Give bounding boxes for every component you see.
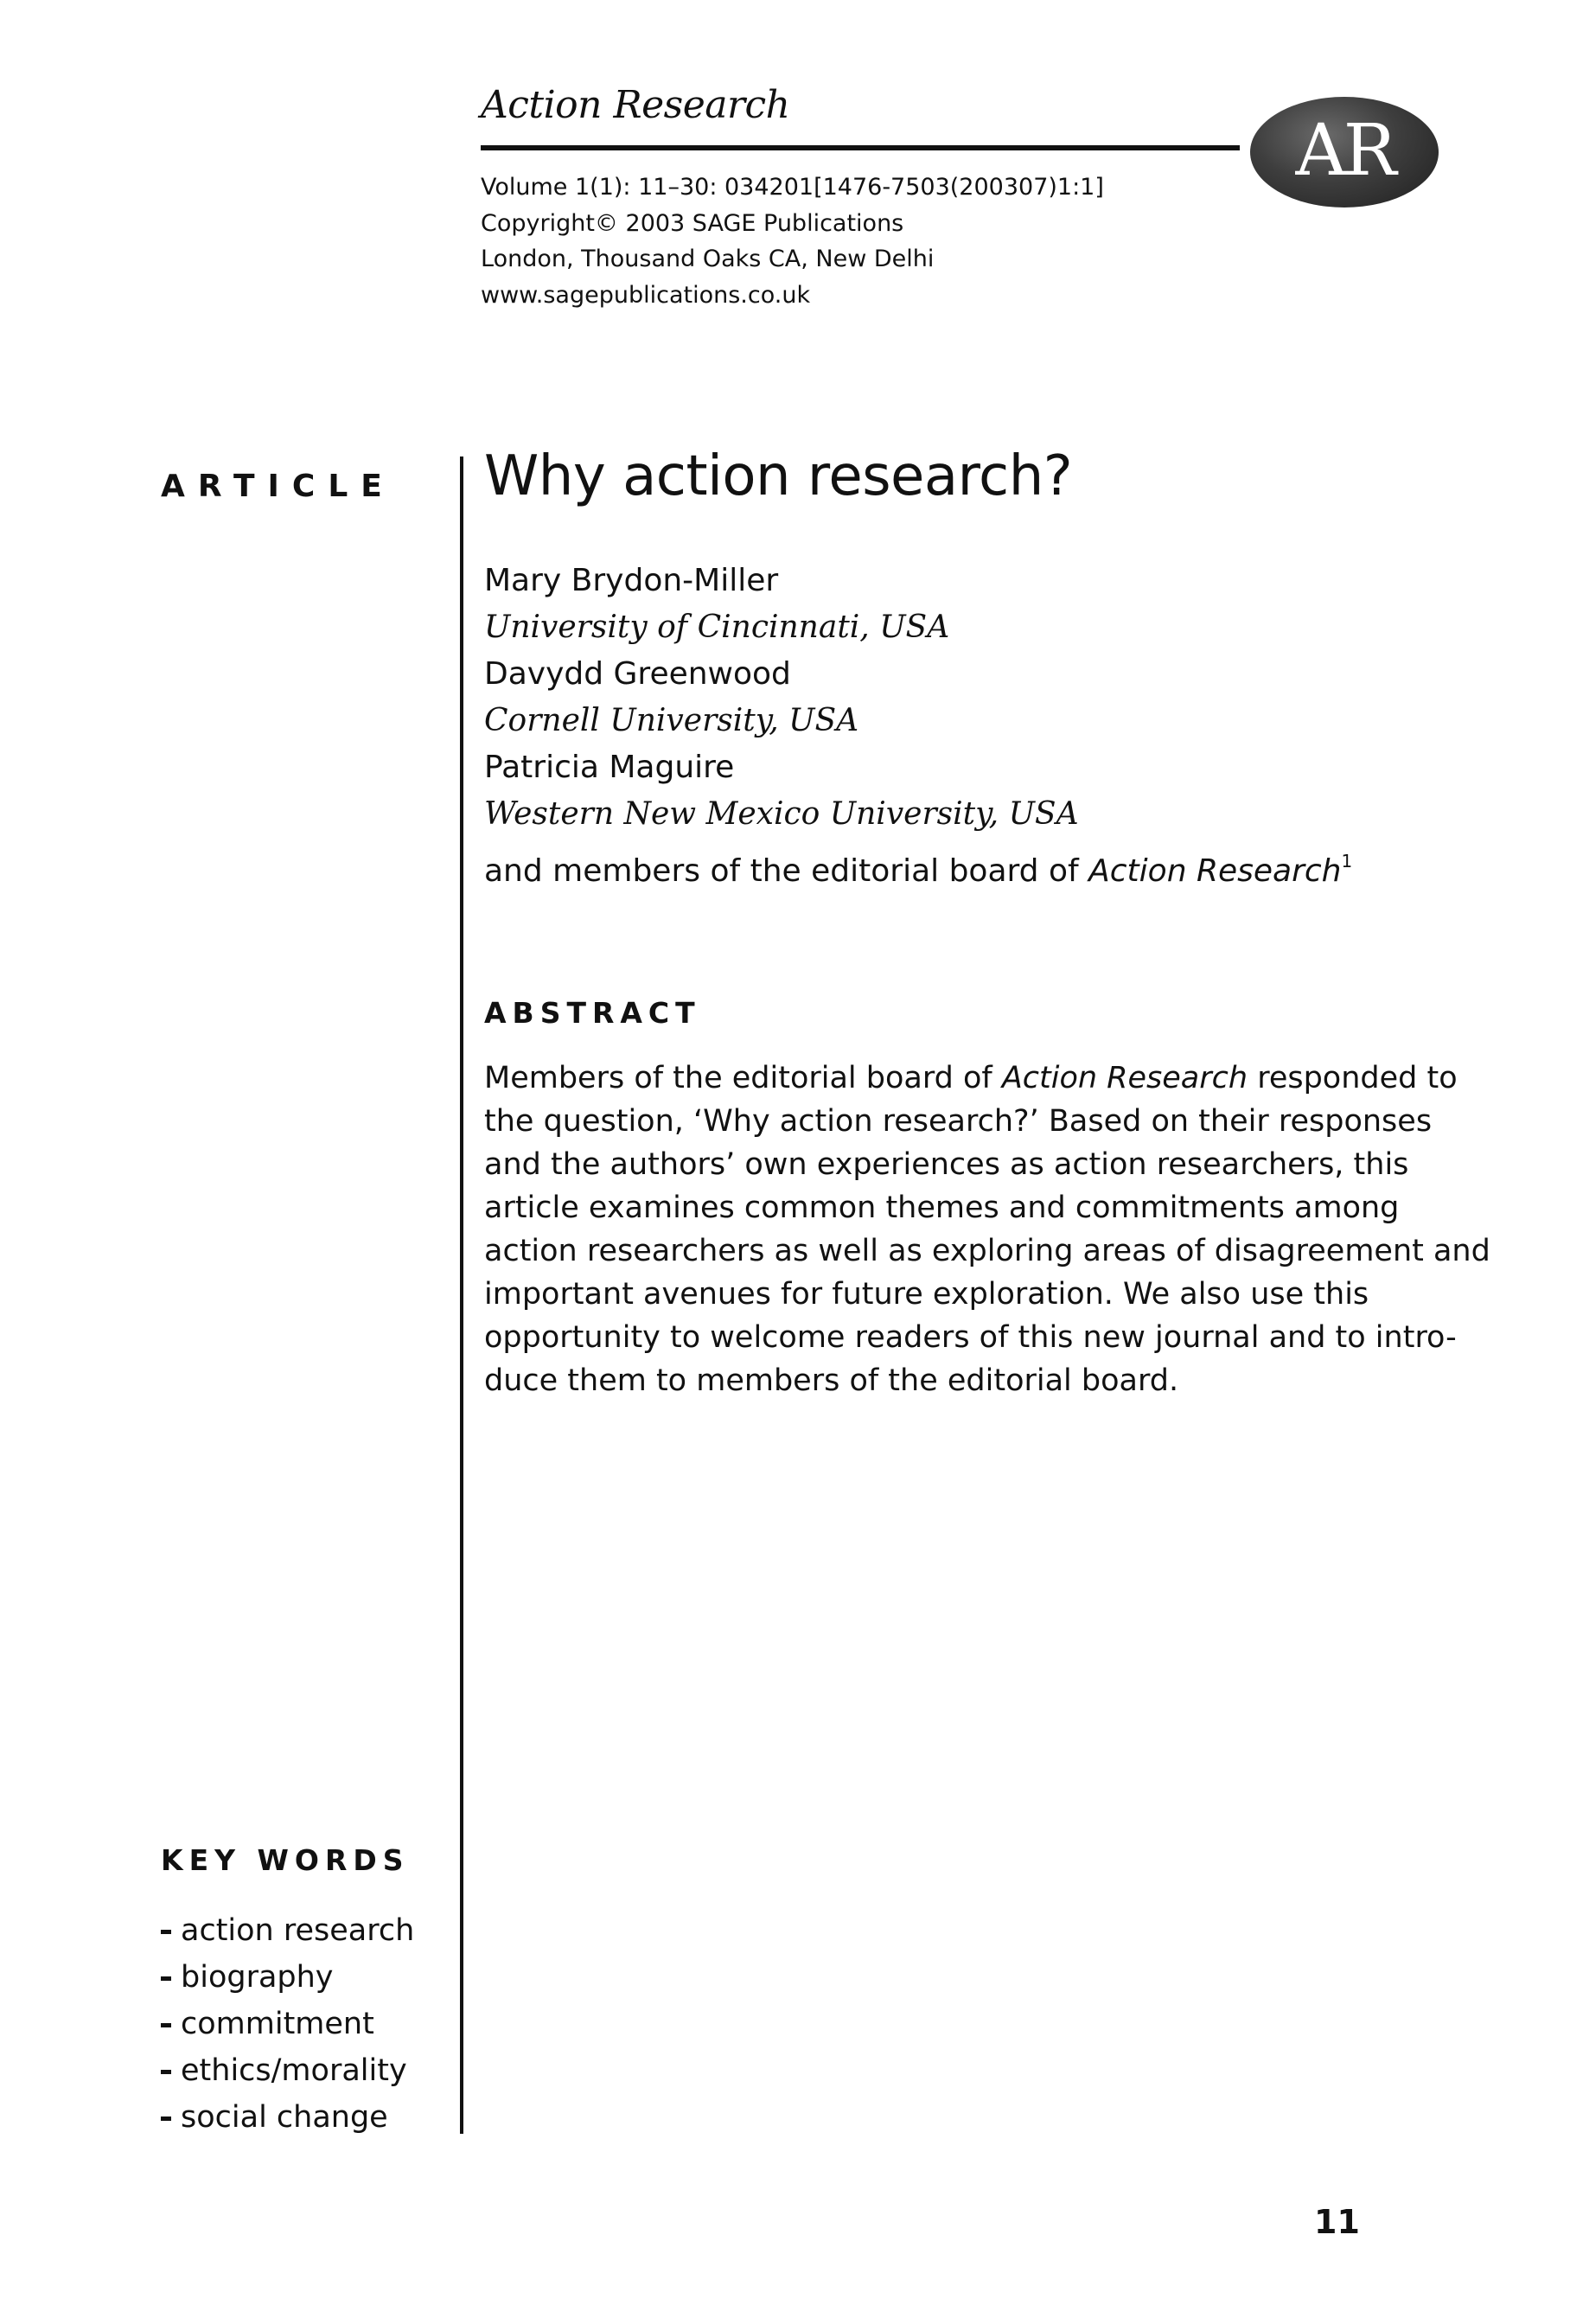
abstract-line-suffix: responded to — [1248, 1061, 1458, 1095]
author-affiliation: University of Cincinnati, USA — [484, 610, 950, 645]
author-list — [484, 558, 1353, 889]
author-affiliation: Western New Mexico University, USA — [484, 796, 1079, 832]
abstract-line: article examines common themes and commitments among — [484, 1191, 1400, 1225]
bullet-icon — [161, 1930, 171, 1934]
author-name: Davydd Greenwood — [484, 656, 791, 692]
article-title: Why action research? — [484, 444, 1073, 508]
copyright-line: Copyright© 2003 SAGE Publications — [481, 209, 904, 237]
column-divider — [460, 456, 463, 2134]
keyword-text: action research — [181, 1913, 415, 1948]
volume-line: Volume 1(1): 11–30: 034201[1476-7503(200307)1:1] — [481, 174, 1104, 201]
abstract-heading: ABSTRACT — [484, 996, 701, 1030]
editorial-board-line — [484, 838, 1353, 889]
location-line: London, Thousand Oaks CA, New Delhi — [481, 246, 935, 272]
board-line-journal: Action Research — [1088, 853, 1342, 889]
journal-logo — [1250, 97, 1439, 208]
keywords-heading: KEY WORDS — [161, 1843, 410, 1877]
abstract-line: the question, ‘Why action research?’ Based on their responses — [484, 1104, 1433, 1139]
abstract-line — [484, 1057, 1458, 1100]
logo-text: AR — [1295, 109, 1394, 192]
keyword-text: ethics/morality — [181, 2053, 407, 2088]
page-number: 11 — [1314, 2203, 1360, 2241]
keyword-item — [161, 2094, 414, 2141]
bullet-icon — [161, 2070, 171, 2074]
bullet-icon — [161, 2116, 171, 2121]
bullet-icon — [161, 2023, 171, 2027]
abstract-line: important avenues for future exploration. We also use this — [484, 1277, 1369, 1312]
abstract-line-prefix: Members of the editorial board of — [484, 1061, 1002, 1095]
keyword-text: biography — [181, 1960, 334, 1995]
author-name: Mary Brydon-Miller — [484, 563, 779, 598]
author-affiliation: Cornell University, USA — [484, 703, 859, 738]
abstract-line: action researchers as well as exploring areas of disagreement and — [484, 1234, 1490, 1268]
keyword-item — [161, 2001, 414, 2047]
header-rule — [481, 145, 1240, 150]
keyword-text: commitment — [181, 2007, 374, 2041]
abstract-body — [484, 1057, 1490, 1402]
author-name: Patricia Maguire — [484, 750, 735, 785]
journal-title: Action Research — [481, 83, 790, 127]
abstract-journal-name: Action Research — [1001, 1061, 1248, 1095]
abstract-line: and the authors’ own experiences as action researchers, this — [484, 1147, 1409, 1182]
board-line-prefix: and members of the editorial board of — [484, 853, 1089, 889]
abstract-line: duce them to members of the editorial board. — [484, 1363, 1179, 1398]
publication-info — [481, 169, 1104, 313]
bullet-icon — [161, 1976, 171, 1981]
keyword-item — [161, 2047, 414, 2094]
keyword-text: social change — [181, 2100, 388, 2135]
keywords-list — [161, 1907, 414, 2141]
keyword-item — [161, 1954, 414, 2001]
footnote-marker[interactable]: 1 — [1341, 851, 1353, 872]
website-link[interactable]: www.sagepublications.co.uk — [481, 281, 811, 309]
abstract-line: opportunity to welcome readers of this new journal and to intro- — [484, 1320, 1457, 1355]
keyword-item — [161, 1907, 414, 1954]
article-type-label: ARTICLE — [161, 469, 395, 504]
